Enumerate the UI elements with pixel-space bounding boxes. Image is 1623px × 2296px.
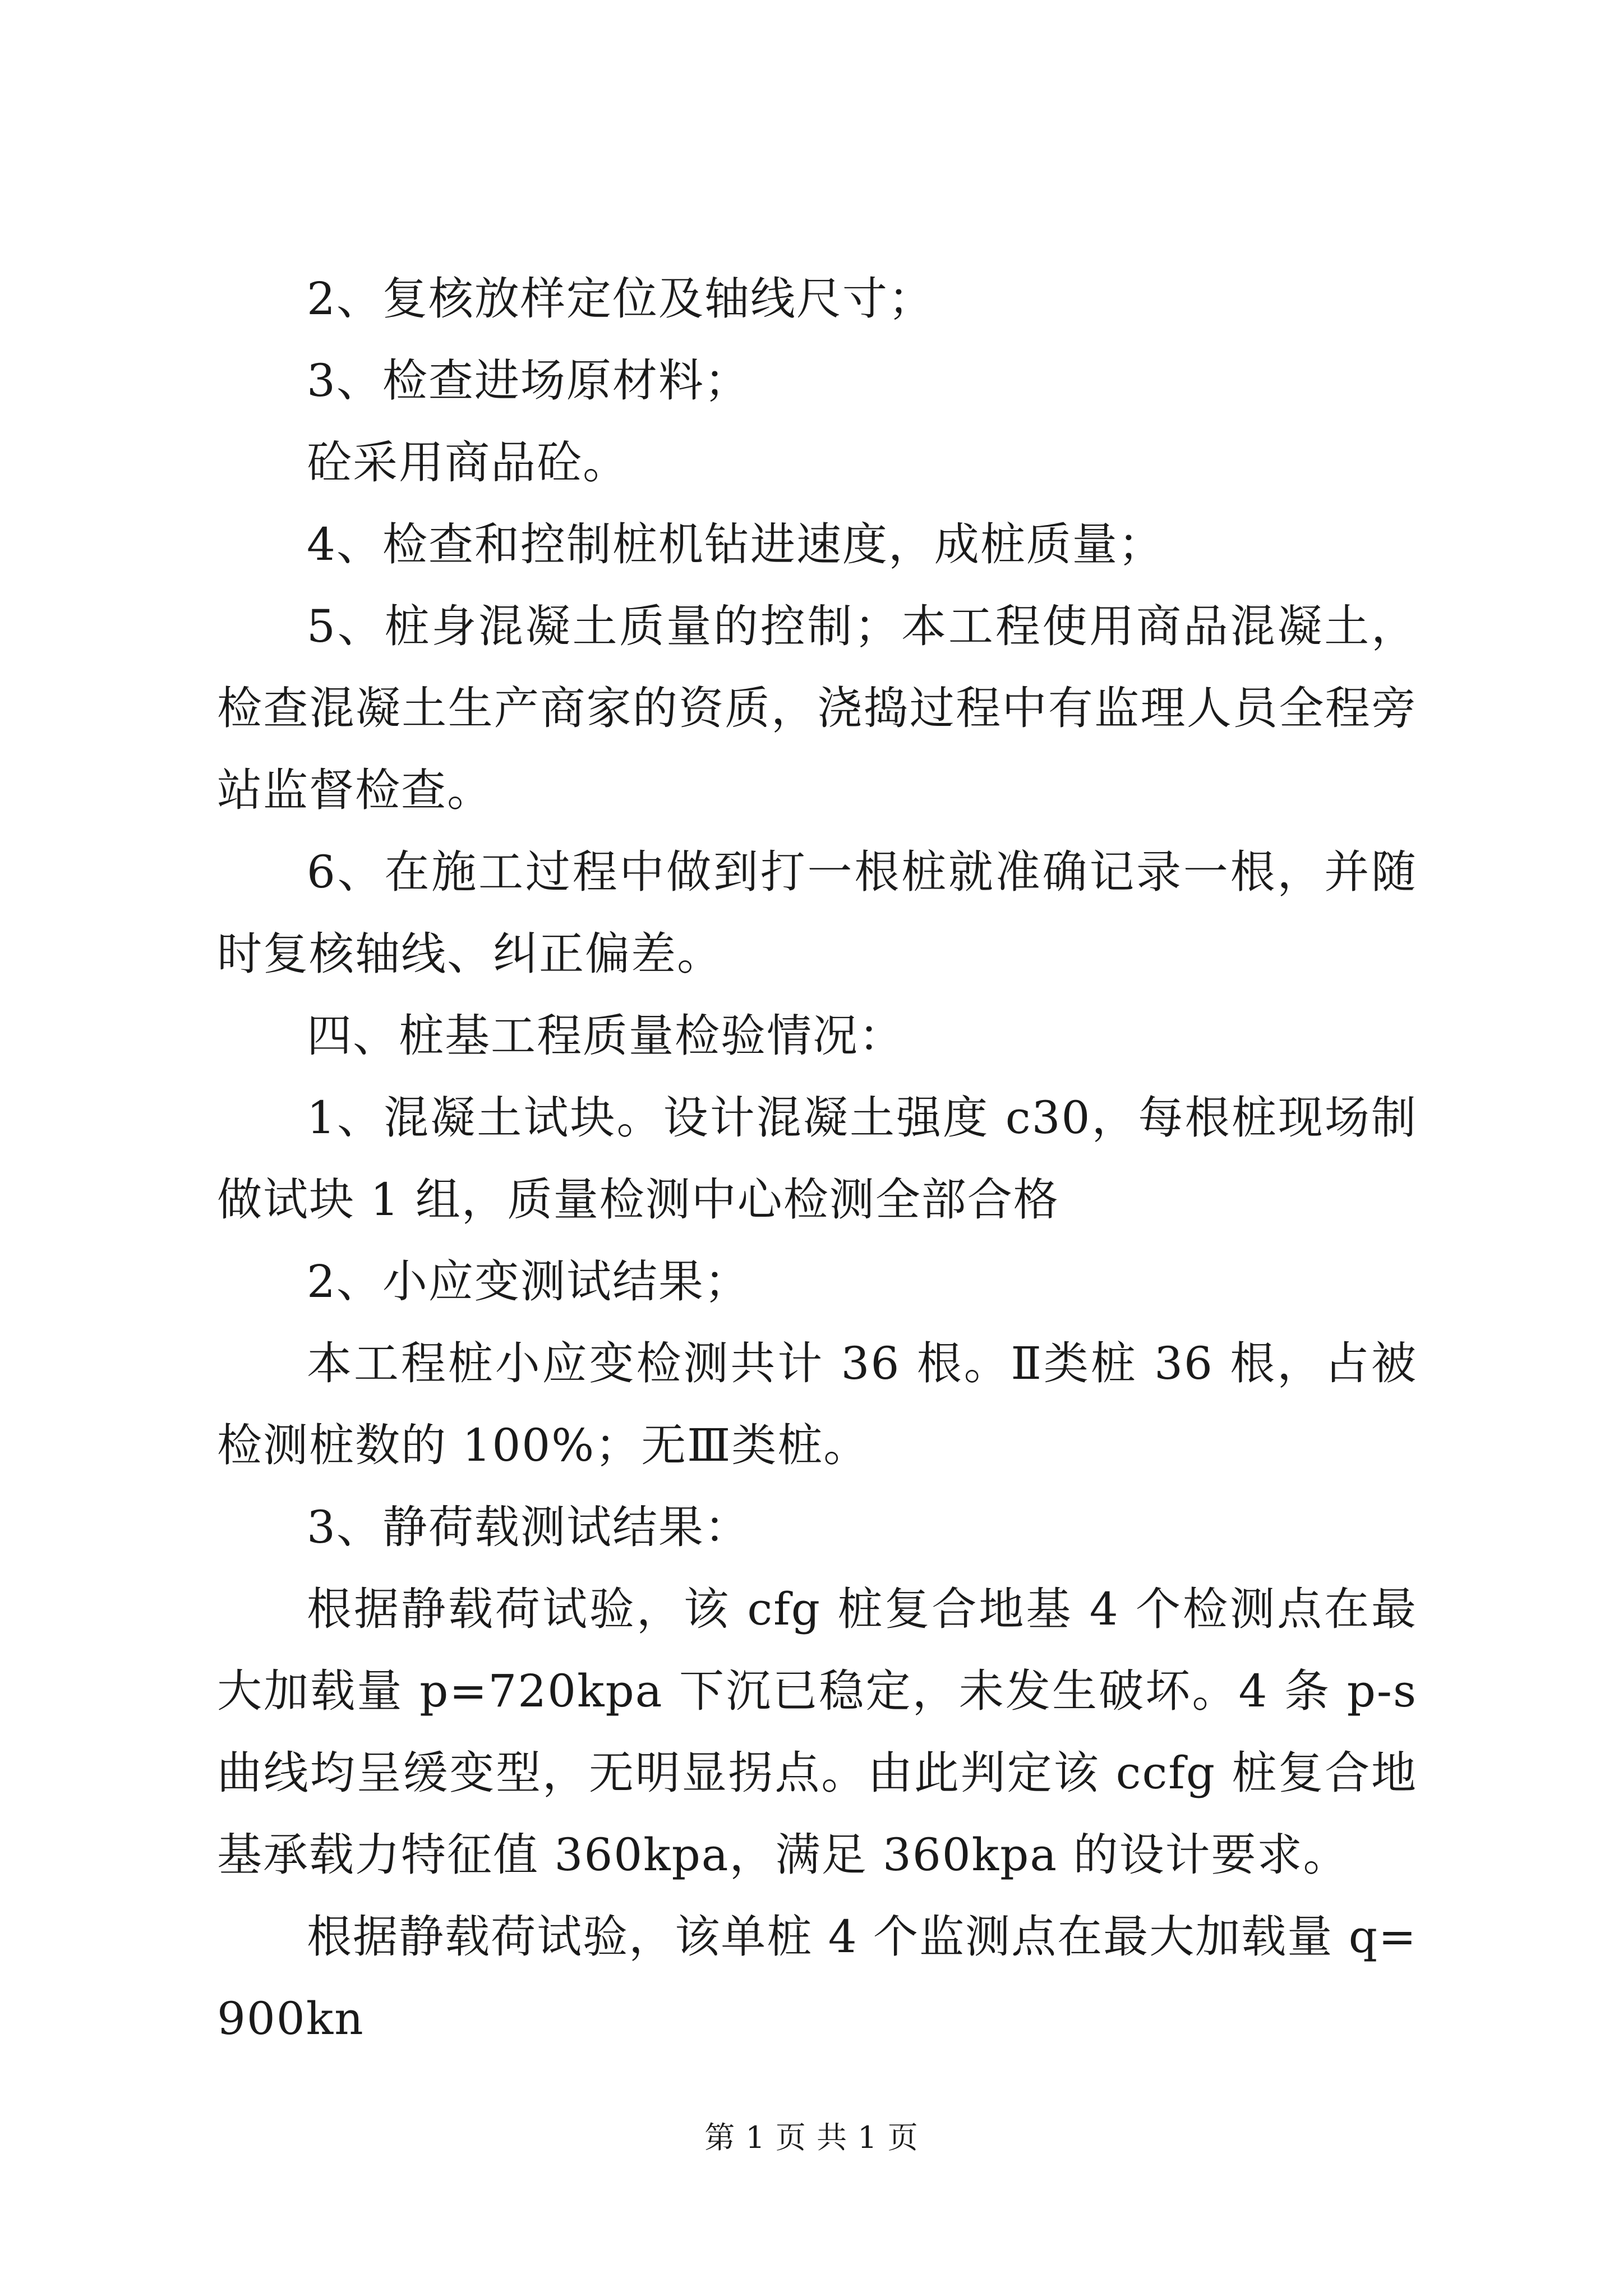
paragraph-item-3: 3、检查进场原材料；	[307, 355, 750, 407]
paragraph-static-load-heading: 3、静荷载测试结果：	[307, 1501, 750, 1553]
document-body	[217, 258, 1417, 2060]
page-number-footer: 第 1 页 共 1 页	[704, 2120, 919, 2155]
paragraph-static-load-single-pile: 根据静载荷试验，该单桩 4 个监测点在最大加载量 q=900kn	[217, 1911, 1417, 2045]
paragraph-item-6: 6、在施工过程中做到打一根桩就准确记录一根，并随时复核轴线、纠正偏差。	[217, 846, 1417, 980]
paragraph-test-block: 1、混凝土试块。设计混凝土强度 c30，每根桩现场制做试块 1 组，质量检测中心检测全部合格	[217, 1092, 1417, 1226]
paragraph-concrete-note: 砼采用商品砼。	[307, 436, 629, 489]
paragraph-item-4: 4、检查和控制桩机钻进速度，成桩质量；	[307, 518, 1164, 570]
paragraph-small-strain-heading: 2、小应变测试结果；	[307, 1255, 750, 1308]
paragraph-item-5: 5、桩身混凝土质量的控制；本工程使用商品混凝土，检查混凝土生产商家的资质，浇捣过程中有监理人员全程旁站监督检查。	[217, 600, 1417, 816]
section-heading-quality-inspection: 四、桩基工程质量检验情况：	[307, 1010, 905, 1062]
paragraph-static-load-cfg: 根据静载荷试验，该 cfg 桩复合地基 4 个检测点在最大加载量 p=720kpa 下沉已稳定，未发生破坏。4 条 p-s 曲线均呈缓变型，无明显拐点。由此判定该 ccfg 桩复合地基承载力特征值 360kpa，满足 360kpa 的设计要求。	[217, 1583, 1417, 1881]
paragraph-item-2: 2、复核放样定位及轴线尺寸；	[307, 273, 934, 325]
paragraph-small-strain-result: 本工程桩小应变检测共计 36 根。Ⅱ类桩 36 根，占被检测桩数的 100%；无Ⅲ类桩。	[217, 1337, 1417, 1471]
